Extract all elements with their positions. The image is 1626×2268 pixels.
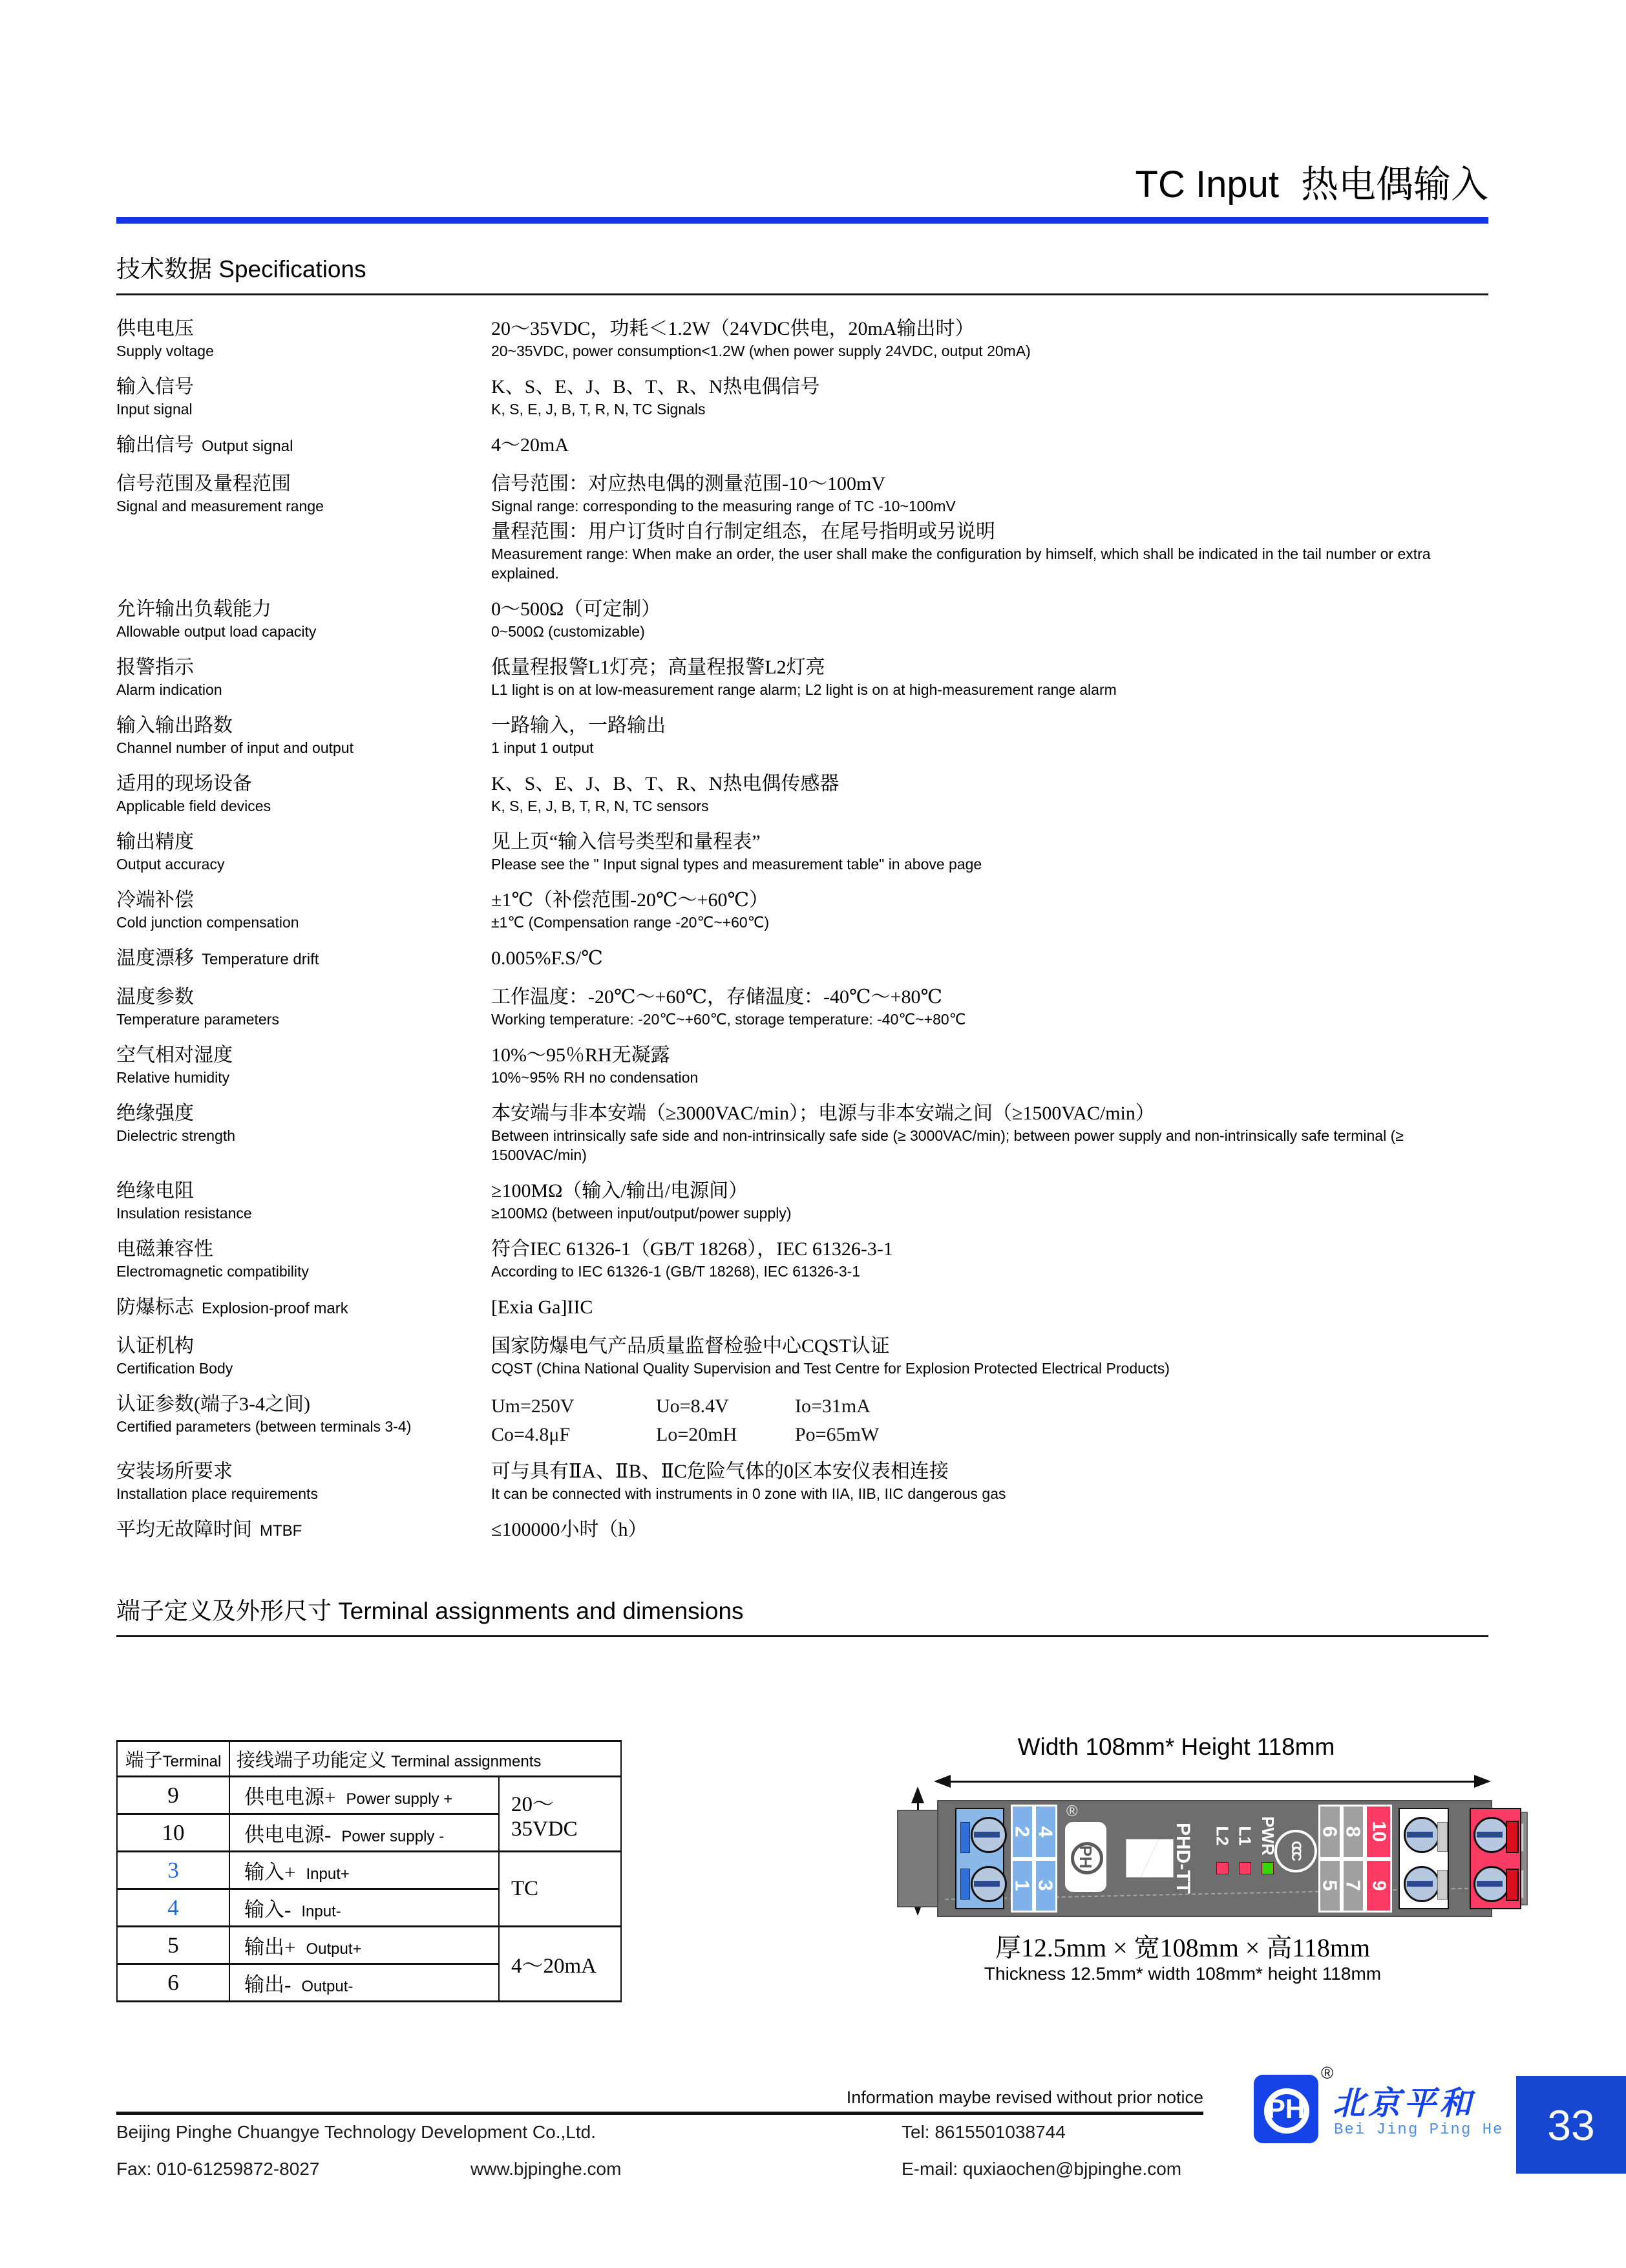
wire-slot xyxy=(960,1822,970,1853)
spec-label-en: Supply voltage xyxy=(116,343,214,359)
spec-value-cn: 信号范围：对应热电偶的测量范围-10～100mV xyxy=(491,473,885,494)
spec-label-cn: 绝缘强度 xyxy=(116,1103,194,1124)
spec-label-en: MTBF xyxy=(260,1522,302,1540)
spec-value xyxy=(491,655,1488,703)
spec-value-cn: ±1℃（补偿范围-20℃～+60℃） xyxy=(491,889,769,911)
terminal-block-pink xyxy=(1470,1808,1521,1909)
terminal-header-col2-en: Terminal assignments xyxy=(391,1752,542,1770)
spec-label xyxy=(116,830,491,874)
spec-value xyxy=(491,1237,1488,1285)
ph-logo-device: PH xyxy=(1065,1822,1106,1892)
spec-value-en: CQST (China National Quality Supervision and Test Centre for Explosion Protected Electrical Products) xyxy=(491,1360,1170,1377)
screw-icon xyxy=(1404,1817,1440,1853)
spec-label xyxy=(116,985,491,1029)
spec-row xyxy=(116,1237,1488,1285)
dimensions-text-en: Thickness 12.5mm* width 108mm* height 118mm xyxy=(984,1964,1382,1984)
dimension-diagram xyxy=(860,1680,1590,2004)
email-link[interactable]: E-mail: quxiaochen@bjpinghe.com xyxy=(902,2159,1182,2179)
spec-row xyxy=(116,1334,1488,1382)
device-label-area xyxy=(1126,1839,1174,1878)
spec-value-pair xyxy=(491,520,1488,583)
spec-label xyxy=(116,1334,491,1378)
spec-value-pair xyxy=(491,1518,1488,1542)
spec-value-cn: 符合IEC 61326-1（GB/T 18268），IEC 61326-3-1 xyxy=(491,1238,893,1260)
spec-row xyxy=(116,1392,1488,1449)
terminal-number: 5 xyxy=(117,1927,229,1964)
terminal-table-body xyxy=(117,1777,621,2002)
spec-value-pair xyxy=(491,888,1488,932)
spec-value-en: 0~500Ω (customizable) xyxy=(491,623,645,640)
table-row xyxy=(117,1852,621,1889)
spec-label-cn: 认证机构 xyxy=(116,1335,194,1357)
terminal-function xyxy=(229,1889,499,1927)
tel: Tel: 8615501038744 xyxy=(902,2122,1066,2142)
spec-value-pair xyxy=(491,714,1488,758)
spec-value-en: ≥100MΩ (between input/output/power supply) xyxy=(491,1205,792,1222)
spec-label-cn: 适用的现场设备 xyxy=(116,773,252,794)
terminal-function-cn: 输出- xyxy=(244,1973,291,1996)
terminal-header-col1-cn: 端子 xyxy=(125,1750,163,1771)
terminal-number-grid-right xyxy=(1318,1805,1365,1913)
spec-value-pair xyxy=(491,830,1488,874)
spec-value-columns xyxy=(491,1392,1488,1421)
spec-value-cn: ≤100000小时（h） xyxy=(491,1519,648,1540)
spec-label xyxy=(116,317,491,361)
terminal-number: 4 xyxy=(117,1889,229,1927)
spec-label-en: Applicable field devices xyxy=(116,798,271,814)
spec-value-pair xyxy=(491,375,1488,419)
spec-value-en: Between intrinsically safe side and non-intrinsically safe side (≥ 3000VAC/min); between power supply and non-intrinsically safe terminal (≥ 1500VAC/min) xyxy=(491,1127,1404,1163)
grid-cell xyxy=(1011,1859,1034,1913)
spec-label xyxy=(116,433,491,459)
terminal-function-cn: 供电电源- xyxy=(244,1823,332,1846)
terminal-function-cn: 输入- xyxy=(244,1898,291,1921)
spec-row xyxy=(116,714,1488,761)
terminal-function-en: Input+ xyxy=(306,1865,350,1883)
spec-label-cn: 认证参数(端子3-4之间) xyxy=(116,1394,310,1415)
terminal-number: 10 xyxy=(117,1814,229,1852)
spec-value-en: Signal range: corresponding to the measuring range of TC -10~100mV xyxy=(491,498,956,514)
spec-value xyxy=(491,714,1488,761)
spec-value xyxy=(491,433,1488,461)
page-title xyxy=(116,154,1488,208)
spec-label-en: Allowable output load capacity xyxy=(116,623,317,640)
registered-mark-icon: ® xyxy=(1066,1803,1078,1820)
spec-row xyxy=(116,946,1488,975)
spec-label xyxy=(116,1237,491,1281)
spec-label-en: Signal and measurement range xyxy=(116,498,324,514)
screw-icon xyxy=(971,1817,1007,1853)
spec-value-item: Uo=8.4V xyxy=(656,1395,729,1417)
grid-cell xyxy=(1365,1805,1392,1859)
spec-value-item: Po=65mW xyxy=(795,1424,880,1445)
screw-icon xyxy=(1473,1866,1510,1902)
ccc-certification-icon: CCC xyxy=(1274,1830,1317,1872)
grid-cell xyxy=(1365,1859,1392,1913)
spec-row xyxy=(116,597,1488,645)
terminal-function-en: Output+ xyxy=(306,1940,362,1958)
spec-value xyxy=(491,1179,1488,1227)
spec-label-cn: 冷端补偿 xyxy=(116,889,194,911)
spec-value-en: 20~35VDC, power consumption<1.2W (when power supply 24VDC, output 20mA) xyxy=(491,343,1031,359)
spec-label-en: Temperature drift xyxy=(202,951,319,968)
table-row xyxy=(117,1927,621,1964)
device-model-label: PHD-TT xyxy=(1172,1823,1194,1894)
spec-value-en: Measurement range: When make an order, the user shall make the configuration by himself, which shall be indicated in the tail number or extra explained. xyxy=(491,546,1431,582)
terminal-function-cn: 输出+ xyxy=(244,1936,296,1958)
spec-label xyxy=(116,655,491,699)
revision-notice: Information maybe revised without prior notice xyxy=(846,2088,1203,2107)
footer-rule xyxy=(116,2112,1203,2115)
spec-value-item: Io=31mA xyxy=(795,1395,871,1417)
spec-row xyxy=(116,1179,1488,1227)
spec-label xyxy=(116,1295,491,1321)
spec-value xyxy=(491,1295,1488,1324)
terminal-group-value: 4～20mA xyxy=(499,1927,621,2002)
spec-value-cn: 低量程报警L1灯亮；高量程报警L2灯亮 xyxy=(491,657,825,678)
spec-value-pair xyxy=(491,946,1488,971)
indicator-label xyxy=(1211,1813,1233,1858)
terminal-table xyxy=(116,1740,622,2002)
spec-value-cn: 20～35VDC，功耗＜1.2W（24VDC供电，20mA输出时） xyxy=(491,318,975,339)
spec-value-en: According to IEC 61326-1 (GB/T 18268), IEC 61326-3-1 xyxy=(491,1263,861,1280)
spec-value-cn: K、S、E、J、B、T、R、N热电偶信号 xyxy=(491,376,820,397)
spec-list xyxy=(116,317,1488,1556)
company-logo: PH xyxy=(1254,2075,1318,2143)
spec-row xyxy=(116,433,1488,461)
spec-label-cn: 防爆标志 Explosion-proof mark xyxy=(116,1297,348,1318)
spec-value-en: It can be connected with instruments in 0 zone with IIA, IIB, IIC dangerous gas xyxy=(491,1485,1006,1502)
spec-value-columns xyxy=(491,1421,1488,1449)
spec-label-cn: 安装场所要求 xyxy=(116,1461,233,1482)
specs-heading-en: Specifications xyxy=(218,256,366,282)
terminal-function-cn: 供电电源+ xyxy=(244,1786,336,1808)
spec-value-item: Lo=20mH xyxy=(656,1424,737,1445)
spec-label-en: Output accuracy xyxy=(116,856,225,873)
spec-label xyxy=(116,472,491,516)
spec-value-pair xyxy=(491,597,1488,641)
fax: Fax: 010-61259872-8027 xyxy=(116,2159,320,2179)
terminal-number-label: 10 xyxy=(1368,1821,1389,1842)
indicator-led-icon xyxy=(1239,1862,1251,1874)
spec-value-pair xyxy=(491,1179,1488,1223)
spec-value-cn: 量程范围：用户订货时自行制定组态，在尾号指明或另说明 xyxy=(491,521,995,542)
spec-label-en: Certified parameters (between terminals 3-4) xyxy=(116,1418,412,1435)
spec-label xyxy=(116,1043,491,1087)
spec-value xyxy=(491,1334,1488,1382)
spec-row xyxy=(116,472,1488,587)
spec-label-en: Input signal xyxy=(116,401,193,418)
spec-value xyxy=(491,472,1488,587)
spec-label-cn: 信号范围及量程范围 xyxy=(116,473,291,494)
spec-row xyxy=(116,1459,1488,1507)
terminal-number-label: 3 xyxy=(1035,1880,1057,1891)
indicator-L2 xyxy=(1211,1807,1233,1910)
table-row xyxy=(117,1777,621,1814)
spec-label xyxy=(116,946,491,972)
spec-value xyxy=(491,1101,1488,1169)
spec-label-cn: 温度参数 xyxy=(116,986,194,1008)
spec-value xyxy=(491,946,1488,975)
terminal-function xyxy=(229,1852,499,1889)
spec-value-en: Please see the " Input signal types and measurement table" in above page xyxy=(491,856,982,873)
page-number-badge: 33 xyxy=(1516,2076,1626,2174)
specs-heading-cn: 技术数据 xyxy=(116,257,212,283)
registered-mark-icon: ® xyxy=(1321,2063,1334,2083)
company-logo-text-en: Bei Jing Ping He xyxy=(1334,2121,1504,2139)
spec-value-cn: 4～20mA xyxy=(491,434,569,456)
terminal-function-en: Power supply - xyxy=(341,1828,445,1845)
spec-value xyxy=(491,1459,1488,1507)
spec-label-en: Output signal xyxy=(202,438,293,455)
spec-label-cn: 输出信号 Output signal xyxy=(116,434,293,456)
wire-slot xyxy=(1437,1870,1448,1900)
spec-label-cn: 电磁兼容性 xyxy=(116,1238,213,1260)
terminal-number-label: 6 xyxy=(1319,1826,1342,1838)
terminal-header-col1-en: Terminal xyxy=(162,1752,222,1770)
spec-value-en: 10%~95% RH no condensation xyxy=(491,1069,699,1086)
spec-value-en: Working temperature: -20℃~+60℃, storage temperature: -40℃~+80℃ xyxy=(491,1011,966,1028)
terminal-number-label: 9 xyxy=(1368,1880,1389,1891)
indicator-label xyxy=(1234,1813,1256,1858)
indicator-label-text: L2 xyxy=(1212,1825,1232,1846)
spec-value-cn: ≥100MΩ（输入/输出/电源间） xyxy=(491,1180,748,1202)
wire-slot xyxy=(1506,1821,1519,1853)
spec-label-en: Channel number of input and output xyxy=(116,739,354,756)
spec-value xyxy=(491,1518,1488,1546)
terminal-heading-en: Terminal assignments and dimensions xyxy=(338,1598,744,1624)
spec-value-pair xyxy=(491,1334,1488,1378)
terminal-function xyxy=(229,1814,499,1852)
terminal-function-en: Input- xyxy=(301,1903,341,1920)
spec-label-cn: 温度漂移 Temperature drift xyxy=(116,948,319,969)
spec-label-cn: 允许输出负载能力 xyxy=(116,599,271,620)
grid-cell xyxy=(1011,1805,1034,1859)
spec-value-pair xyxy=(491,433,1488,458)
spec-label xyxy=(116,1392,491,1436)
spec-value-pair xyxy=(491,772,1488,816)
arrow-right-icon xyxy=(1474,1775,1491,1788)
spec-label-cn: 输出精度 xyxy=(116,831,194,853)
spec-value-pair xyxy=(491,1043,1488,1087)
spec-value-cn: [Exia Ga]IIC xyxy=(491,1297,593,1318)
spec-value-pair xyxy=(491,1101,1488,1165)
spec-label-en: Installation place requirements xyxy=(116,1485,318,1502)
spec-label xyxy=(116,714,491,758)
spec-value-en: L1 light is on at low-measurement range alarm; L2 light is on at high-measurement range alarm xyxy=(491,681,1117,698)
terminal-number: 3 xyxy=(117,1852,229,1889)
spec-value xyxy=(491,772,1488,820)
horizontal-dimension-arrow xyxy=(934,1775,1491,1788)
terminal-function-en: Output- xyxy=(301,1978,354,1995)
spec-label xyxy=(116,1518,491,1543)
spec-value xyxy=(491,597,1488,645)
spec-value-en: K, S, E, J, B, T, R, N, TC sensors xyxy=(491,798,709,814)
terminal-number: 9 xyxy=(117,1777,229,1814)
spec-label-en: Temperature parameters xyxy=(116,1011,279,1028)
page-title-cn: 热电偶输入 xyxy=(1300,164,1488,206)
spec-label xyxy=(116,1179,491,1223)
wire-slot xyxy=(960,1869,970,1900)
terminal-number-column-pink xyxy=(1365,1805,1392,1913)
terminal-number-label: 5 xyxy=(1319,1880,1342,1891)
spec-label-cn: 输入信号 xyxy=(116,376,194,397)
terminal-function xyxy=(229,1777,499,1814)
spec-value-pair xyxy=(491,1237,1488,1281)
spec-value-cn: 0.005%F.S/℃ xyxy=(491,948,603,969)
terminal-number-label: 4 xyxy=(1035,1826,1057,1838)
screw-icon xyxy=(971,1866,1007,1902)
title-accent-rule xyxy=(116,217,1488,224)
terminal-group-value: 20～35VDC xyxy=(499,1777,621,1852)
spec-label xyxy=(116,1459,491,1503)
indicator-label-text: PWR xyxy=(1258,1816,1278,1856)
indicator-label-text: L1 xyxy=(1235,1825,1255,1846)
terminal-number-label: 8 xyxy=(1342,1826,1365,1838)
spec-value-pair xyxy=(491,317,1488,361)
terminal-table-header-row xyxy=(117,1741,621,1777)
grid-cell xyxy=(1318,1805,1342,1859)
wire-slot xyxy=(1437,1822,1448,1852)
spec-label-en: Explosion-proof mark xyxy=(202,1300,348,1317)
spec-label xyxy=(116,888,491,932)
screw-icon xyxy=(1473,1817,1510,1853)
spec-label-en: Certification Body xyxy=(116,1360,233,1377)
spec-value-cn: 国家防爆电气产品质量监督检验中心CQST认证 xyxy=(491,1335,890,1357)
terminal-function xyxy=(229,1964,499,2002)
specs-heading xyxy=(116,249,1488,295)
company-name: Beijing Pinghe Chuangye Technology Development Co.,Ltd. xyxy=(116,2122,596,2142)
spec-value-cn: 工作温度：-20℃～+60℃，存储温度：-40℃～+80℃ xyxy=(491,986,943,1008)
width-height-dimension-label: Width 108mm* Height 118mm xyxy=(1017,1733,1335,1760)
indicator-led-icon xyxy=(1216,1862,1229,1874)
spec-label-cn: 输入输出路数 xyxy=(116,715,233,736)
spec-row xyxy=(116,317,1488,365)
spec-label-cn: 平均无故障时间 MTBF xyxy=(116,1519,302,1540)
terminal-header-col2 xyxy=(229,1741,621,1777)
spec-value-item: Um=250V xyxy=(491,1395,575,1417)
grid-cell xyxy=(1342,1805,1365,1859)
spec-row xyxy=(116,1295,1488,1324)
spec-row xyxy=(116,772,1488,820)
spec-label xyxy=(116,597,491,641)
terminal-function xyxy=(229,1927,499,1964)
spec-row xyxy=(116,375,1488,423)
din-rail-tab xyxy=(897,1810,942,1907)
terminal-function-en: Power supply + xyxy=(346,1790,453,1808)
spec-value-cn: 见上页“输入信号类型和量程表” xyxy=(491,831,761,853)
terminal-number-label: 7 xyxy=(1342,1880,1365,1891)
spec-value-cn: 10%～95％RH无凝露 xyxy=(491,1044,670,1066)
spec-value xyxy=(491,375,1488,423)
terminal-number: 6 xyxy=(117,1964,229,2002)
spec-row xyxy=(116,985,1488,1033)
spec-row xyxy=(116,655,1488,703)
spec-value xyxy=(491,888,1488,936)
spec-value-cn: 0～500Ω（可定制） xyxy=(491,599,661,620)
spec-value-cn: K、S、E、J、B、T、R、N热电偶传感器 xyxy=(491,773,839,794)
spec-label-en: Dielectric strength xyxy=(116,1127,236,1144)
spec-value-en: 1 input 1 output xyxy=(491,739,594,756)
indicator-led-icon xyxy=(1262,1862,1274,1874)
spec-value-pair xyxy=(491,1459,1488,1503)
terminal-heading xyxy=(116,1591,1488,1637)
terminal-group-value: TC xyxy=(499,1852,621,1927)
spec-label-cn: 供电电压 xyxy=(116,318,194,339)
website-link[interactable]: www.bjpinghe.com xyxy=(470,2159,622,2179)
spec-value-pair xyxy=(491,1295,1488,1320)
spec-value xyxy=(491,985,1488,1033)
spec-value xyxy=(491,1043,1488,1091)
spec-row xyxy=(116,1043,1488,1091)
spec-label-cn: 报警指示 xyxy=(116,657,194,678)
device-body xyxy=(937,1800,1492,1917)
indicator-L1 xyxy=(1234,1807,1256,1910)
spec-value-pair xyxy=(491,472,1488,516)
grid-cell xyxy=(1318,1859,1342,1913)
wire-slot xyxy=(1506,1869,1519,1901)
grid-cell xyxy=(1342,1859,1365,1913)
spec-label-en: Insulation resistance xyxy=(116,1205,252,1222)
spec-value xyxy=(491,1392,1488,1449)
spec-value-pair xyxy=(491,985,1488,1029)
spec-row xyxy=(116,888,1488,936)
spec-label-en: Alarm indication xyxy=(116,681,222,698)
spec-value-en: K, S, E, J, B, T, R, N, TC Signals xyxy=(491,401,706,418)
spec-row xyxy=(116,1518,1488,1546)
spec-label-en: Relative humidity xyxy=(116,1069,230,1086)
page-title-en: TC Input xyxy=(1135,164,1279,206)
terminal-header-col1 xyxy=(117,1741,229,1777)
spec-value xyxy=(491,317,1488,365)
spec-value-item: Co=4.8μF xyxy=(491,1424,571,1445)
terminal-number-label: 2 xyxy=(1011,1826,1034,1838)
terminal-function-cn: 输入+ xyxy=(244,1861,296,1883)
terminal-header-col2-cn: 接线端子功能定义 xyxy=(237,1750,392,1771)
screw-icon xyxy=(1404,1866,1440,1902)
spec-value-cn: 可与具有ⅡA、ⅡB、ⅡC危险气体的0区本安仪表相连接 xyxy=(491,1461,949,1482)
spec-value-cn: 一路输入，一路输出 xyxy=(491,715,666,736)
spec-row xyxy=(116,830,1488,878)
spec-label-cn: 绝缘电阻 xyxy=(116,1180,194,1202)
spec-value-pair xyxy=(491,655,1488,699)
terminal-heading-cn: 端子定义及外形尺寸 xyxy=(116,1598,332,1625)
spec-label xyxy=(116,375,491,419)
spec-label-cn: 空气相对湿度 xyxy=(116,1044,233,1066)
terminal-block-blue xyxy=(955,1808,1004,1909)
spec-label xyxy=(116,1101,491,1145)
spec-value-cn: 本安端与非本安端（≥3000VAC/min）；电源与非本安端之间（≥1500VAC/min） xyxy=(491,1103,1155,1124)
dimensions-text-cn: 厚12.5mm × 宽108mm × 高118mm xyxy=(995,1933,1371,1962)
spec-label-en: Cold junction compensation xyxy=(116,914,299,931)
terminal-number-label: 1 xyxy=(1011,1880,1034,1891)
spec-value-en: ±1℃ (Compensation range -20℃~+60℃) xyxy=(491,914,770,931)
spec-label xyxy=(116,772,491,816)
terminal-block-white xyxy=(1399,1808,1449,1909)
company-logo-text-cn: 北京平和 xyxy=(1333,2084,1475,2122)
spec-row xyxy=(116,1101,1488,1169)
terminal-table-head xyxy=(117,1741,621,1777)
spec-label-en: Electromagnetic compatibility xyxy=(116,1263,309,1280)
spec-value xyxy=(491,830,1488,878)
